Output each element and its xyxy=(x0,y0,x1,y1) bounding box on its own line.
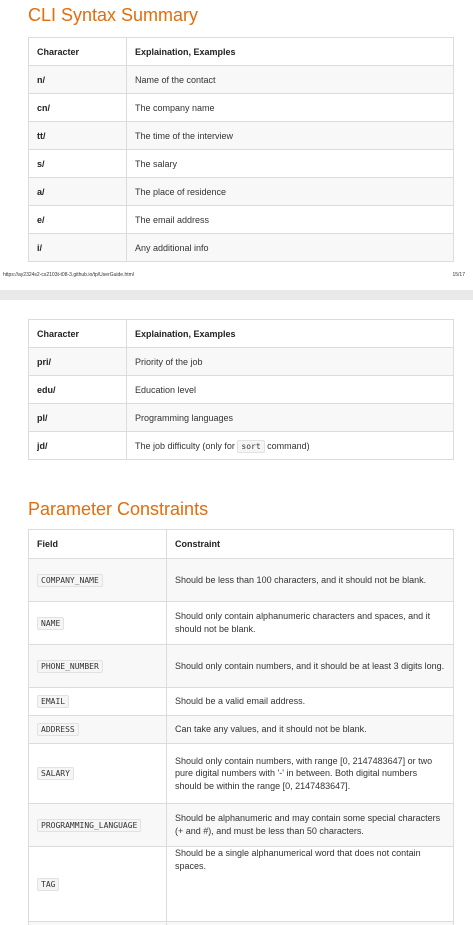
field-cell xyxy=(29,804,167,847)
table-row xyxy=(29,206,454,234)
description-cell: Programming languages xyxy=(127,404,454,432)
field-cell xyxy=(29,559,167,602)
field-name: EMAIL xyxy=(37,695,69,708)
prefix-cell: i/ xyxy=(29,234,127,262)
constraint-cell xyxy=(167,922,454,925)
description-cell: The email address xyxy=(127,206,454,234)
table-row xyxy=(29,744,454,804)
page-break xyxy=(0,290,473,300)
field-cell xyxy=(29,847,167,922)
constraint-cell: Should only contain numbers, with range [0, 2147483647] or two pure digital numbers with '-' in between. Both digital numbers should be within the range [0, 2147483647]. xyxy=(167,744,454,804)
inline-code: sort xyxy=(237,440,264,453)
prefix-cell: e/ xyxy=(29,206,127,234)
prefix-cell: pri/ xyxy=(29,348,127,376)
page-15 xyxy=(0,0,473,290)
field-cell xyxy=(29,645,167,688)
constraint-cell: Can take any values, and it should not be blank. xyxy=(167,716,454,744)
table-row xyxy=(29,559,454,602)
description-cell: The company name xyxy=(127,94,454,122)
prefix-cell: n/ xyxy=(29,66,127,94)
column-header-character: Character xyxy=(29,38,127,66)
prefix-cell: edu/ xyxy=(29,376,127,404)
field-cell xyxy=(29,602,167,645)
field-name: NAME xyxy=(37,617,64,630)
prefix-cell: pl/ xyxy=(29,404,127,432)
description-text: command) xyxy=(264,440,310,451)
column-header-explanation: Explaination, Examples xyxy=(127,320,454,348)
field-name: PHONE_NUMBER xyxy=(37,660,103,673)
constraint-cell: Should be less than 100 characters, and it should not be blank. xyxy=(167,559,454,602)
table-row xyxy=(29,432,454,460)
field-name: SALARY xyxy=(37,767,74,780)
description-cell xyxy=(127,432,454,460)
table-header-row xyxy=(29,320,454,348)
prefix-cell: cn/ xyxy=(29,94,127,122)
table-row xyxy=(29,645,454,688)
cli-syntax-table xyxy=(28,37,454,262)
description-cell: Any additional info xyxy=(127,234,454,262)
description-cell: Name of the contact xyxy=(127,66,454,94)
field-name: TAG xyxy=(37,878,59,891)
field-cell xyxy=(29,744,167,804)
constraint-cell: Should be alphanumeric and may contain some special characters (+ and #), and must be less than 50 characters. xyxy=(167,804,454,847)
parameter-constraints-heading: Parameter Constraints xyxy=(28,499,209,519)
field-cell xyxy=(29,688,167,716)
table-row xyxy=(29,150,454,178)
prefix-cell: jd/ xyxy=(29,432,127,460)
field-name: ADDRESS xyxy=(37,723,79,736)
description-cell: Education level xyxy=(127,376,454,404)
prefix-cell: a/ xyxy=(29,178,127,206)
table-row xyxy=(29,404,454,432)
constraint-cell: Should be a single alphanumerical word that does not contain spaces. xyxy=(167,847,454,922)
prefix-cell: s/ xyxy=(29,150,127,178)
table-row xyxy=(29,688,454,716)
table-row xyxy=(29,602,454,645)
table-row xyxy=(29,234,454,262)
parameter-constraints-table xyxy=(28,529,454,925)
description-cell: Priority of the job xyxy=(127,348,454,376)
description-cell: The time of the interview xyxy=(127,122,454,150)
cli-syntax-summary-heading: CLI Syntax Summary xyxy=(28,5,199,25)
prefix-cell: tt/ xyxy=(29,122,127,150)
footer-page-number: 15/17 xyxy=(452,272,465,278)
table-header-row xyxy=(29,530,454,559)
column-header-field: Field xyxy=(29,530,167,559)
table-row xyxy=(29,94,454,122)
field-name: PROGRAMMING_LANGUAGE xyxy=(37,819,141,832)
description-cell: The salary xyxy=(127,150,454,178)
constraint-cell: Should only contain numbers, and it should be at least 3 digits long. xyxy=(167,645,454,688)
field-cell xyxy=(29,922,167,925)
cli-syntax-table-continued xyxy=(28,319,454,460)
field-cell xyxy=(29,716,167,744)
table-row xyxy=(29,847,454,922)
description-cell: The place of residence xyxy=(127,178,454,206)
description-text: The job difficulty (only for xyxy=(135,440,238,451)
column-header-explanation: Explaination, Examples xyxy=(127,38,454,66)
table-row xyxy=(29,716,454,744)
table-row xyxy=(29,804,454,847)
constraint-cell: Should be a valid email address. xyxy=(167,688,454,716)
footer-url: https://ay2324s2-cs2103t-t08-3.github.io/tp/UserGuide.html xyxy=(3,272,134,278)
table-row xyxy=(29,348,454,376)
table-row xyxy=(29,66,454,94)
table-row xyxy=(29,376,454,404)
field-name: COMPANY_NAME xyxy=(37,574,103,587)
table-row xyxy=(29,922,454,925)
page-16 xyxy=(0,300,473,925)
constraint-cell: Should only contain alphanumeric characters and spaces, and it should not be blank. xyxy=(167,602,454,645)
column-header-character: Character xyxy=(29,320,127,348)
table-row xyxy=(29,122,454,150)
table-header-row xyxy=(29,38,454,66)
column-header-constraint: Constraint xyxy=(167,530,454,559)
table-row xyxy=(29,178,454,206)
